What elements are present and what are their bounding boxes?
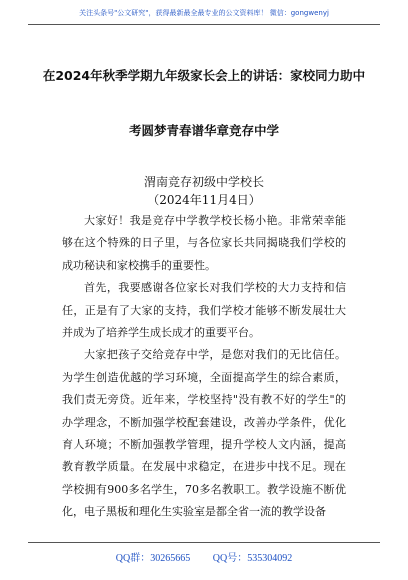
footer-divider [28, 542, 380, 543]
speech-body [62, 210, 346, 524]
header-note: 关注头条号"公文研究"，获得最新最全最专业的公文资料库！ 微信：gongwenyj [79, 9, 329, 17]
footer [0, 549, 408, 564]
speech-date: （2024年11月4日） [147, 193, 261, 207]
paragraph: 大家好！我是竞存中学教学校长杨小艳。非常荣幸能够在这个特殊的日子里，与各位家长共同揭晓我们学校的成功秘诀和家校携手的重要性。 [62, 214, 346, 272]
paragraph: 首先，我要感谢各位家长对我们学校的大力支持和信任，正是有了大家的支持，我们学校才能够不断发展壮大并成为了培养学生成长成才的重要平台。 [62, 281, 346, 340]
footer-qq-group: QQ群：30265665 [115, 553, 191, 564]
document-title-line-2: 考圆梦青春谱华章竞存中学 [128, 123, 279, 138]
footer-qq-number: QQ号：535304092 [212, 553, 293, 564]
speaker-name: 渭南竞存初级中学校长 [143, 175, 264, 189]
header-divider [28, 24, 380, 25]
paragraph: 大家把孩子交给竞存中学，是您对我们的无比信任。为学生创造优越的学习环境，全面提高学生的综合素质，我们责无旁贷。近年来，学校坚持"没有教不好的学生"的办学理念，不断加强学校配套建设，改善办学条件，优化育人环境；不断加强教学管理，提升学校人文内涵，提高教育教学质量。在发展中求稳定，在进步中找不足。现在学校拥有900多名学生，70多名教职工。教学设施不断优化，电子黑板和理化生实验室是都全省一流的教学设备 [62, 348, 346, 519]
document-title-line-1: 在2024年秋季学期九年级家长会上的讲话：家校同力助中 [42, 68, 366, 83]
